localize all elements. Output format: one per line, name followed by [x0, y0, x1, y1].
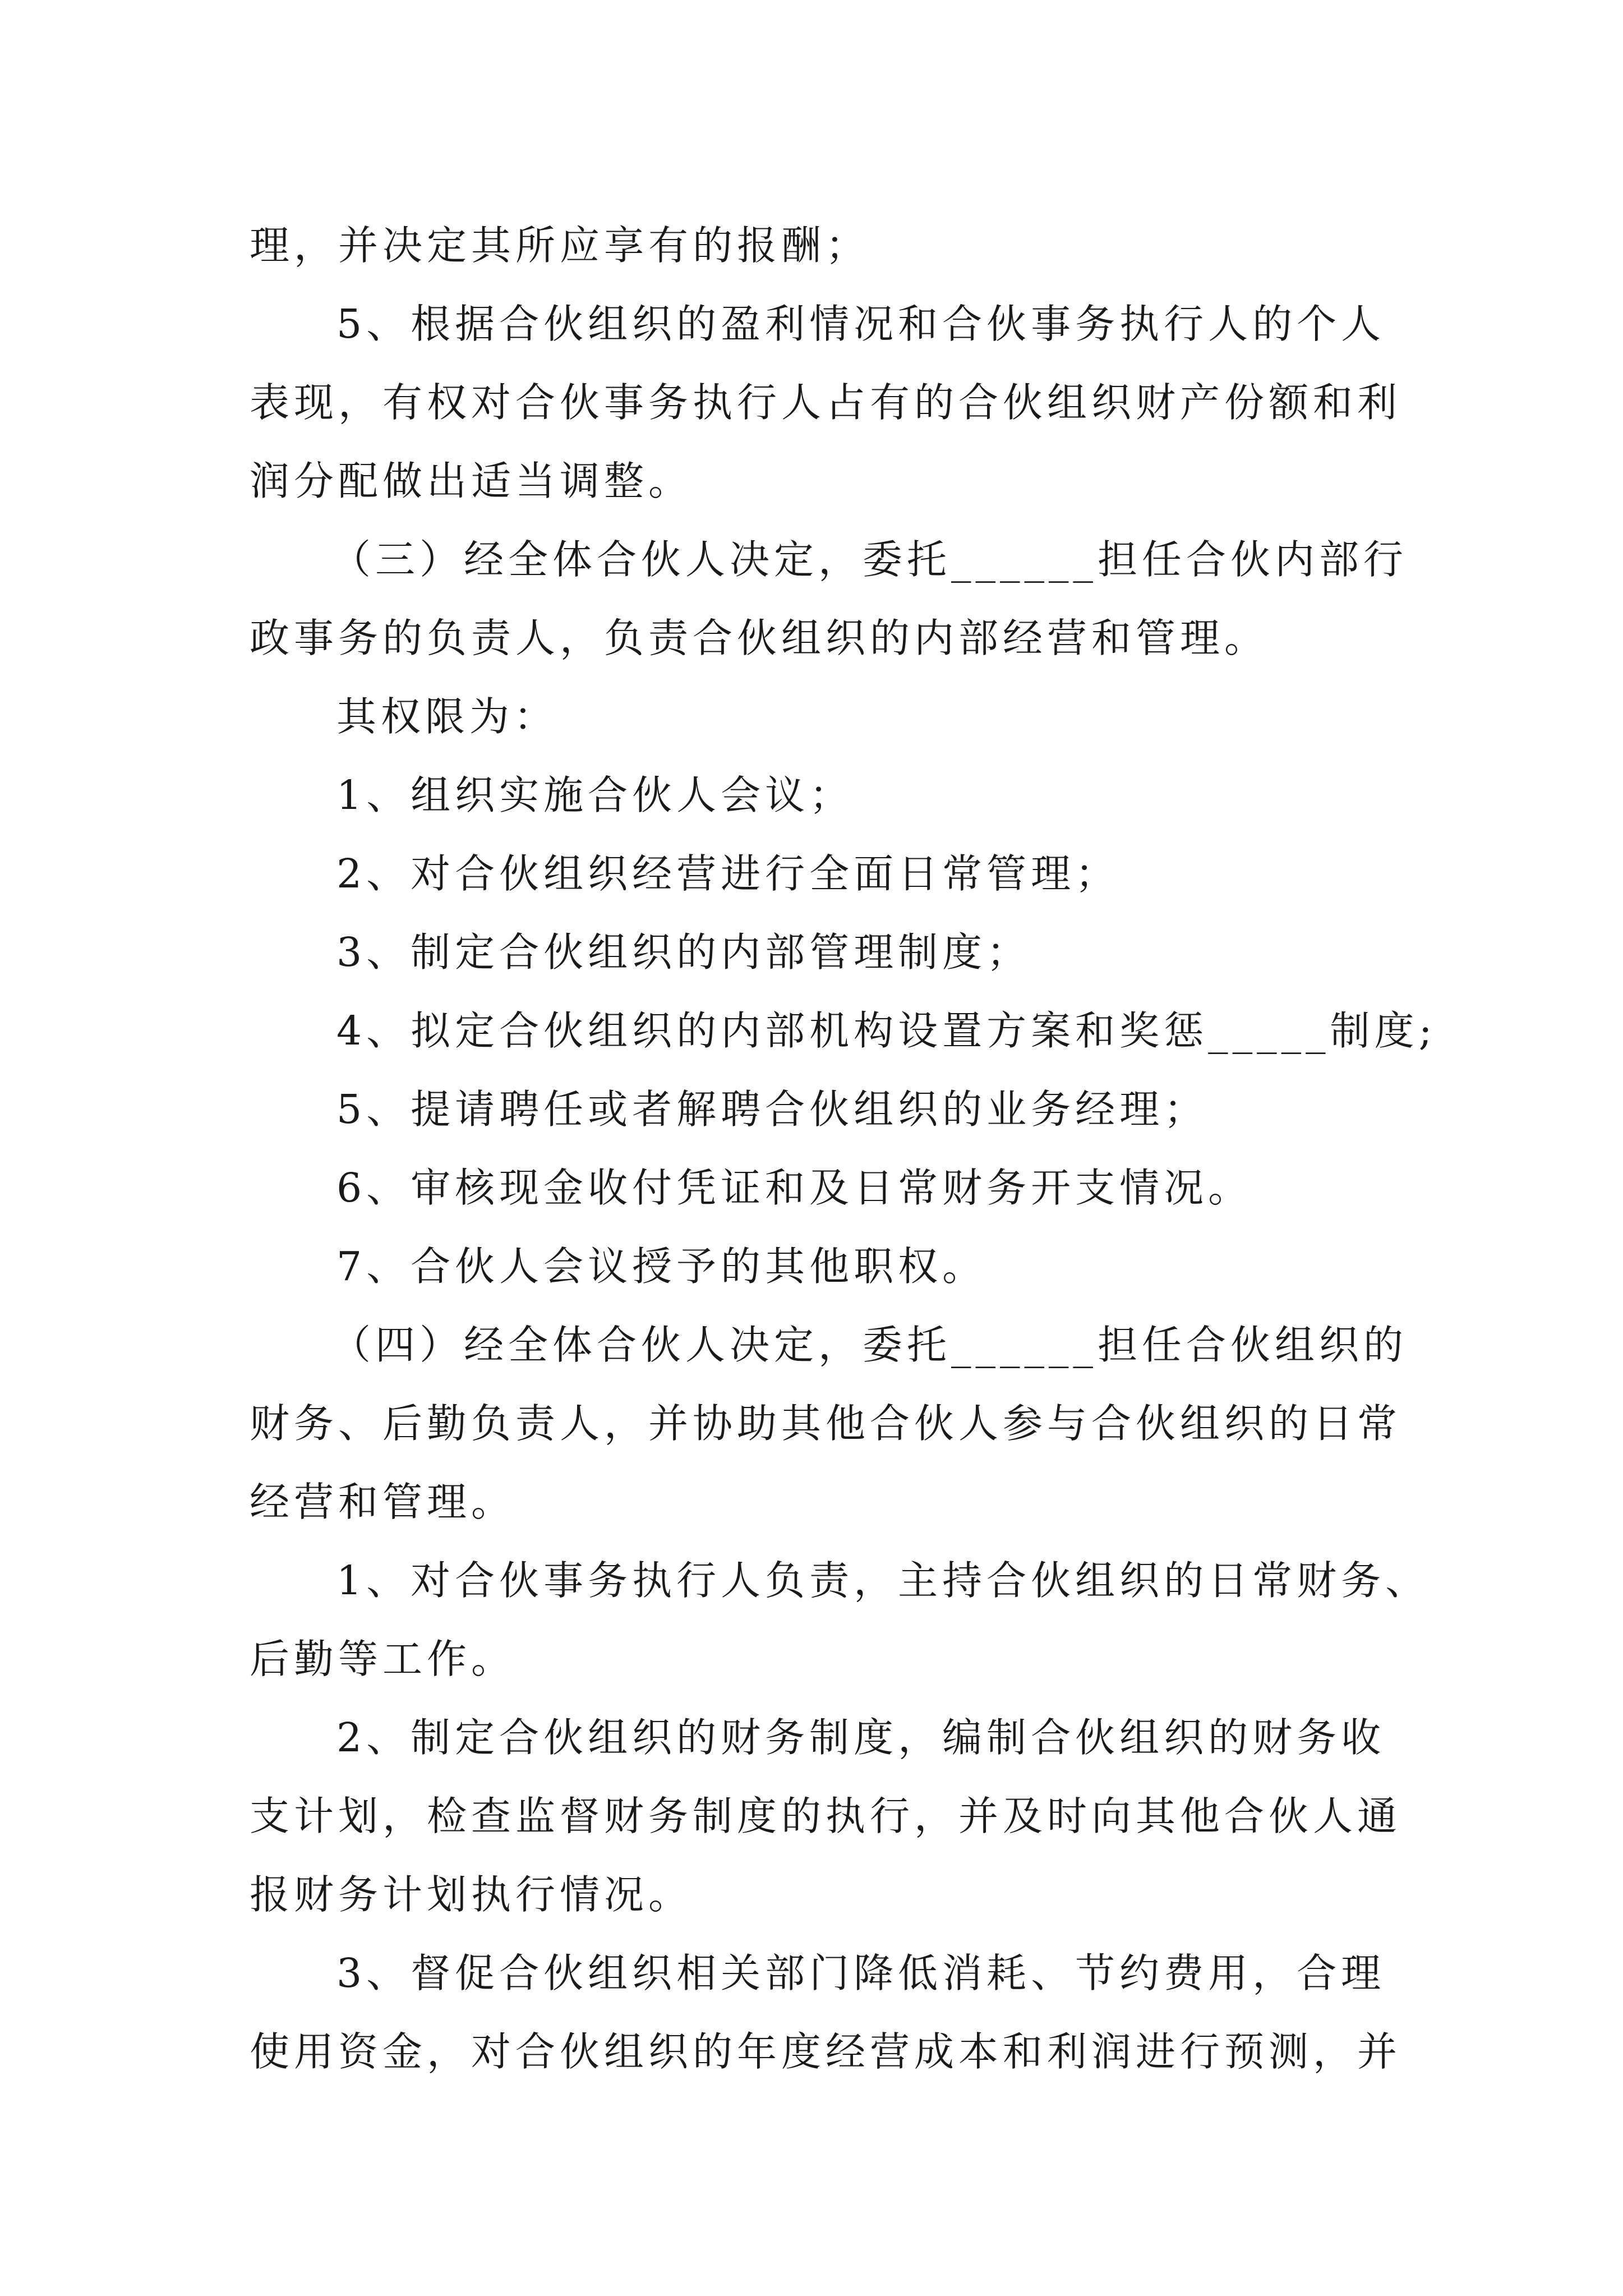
- text-line: 3、制定合伙组织的内部管理制度；: [336, 929, 1031, 976]
- text-line: 报财务计划执行情况。: [250, 1871, 693, 1918]
- text-line: 5、提请聘任或者解聘合伙组织的业务经理；: [336, 1086, 1209, 1133]
- text-line: 5、根据合伙组织的盈利情况和合伙事务执行人的个人: [336, 301, 1386, 347]
- text-line: 2、制定合伙组织的财务制度，编制合伙组织的财务收: [336, 1714, 1386, 1761]
- text-line: 理，并决定其所应享有的报酬；: [250, 222, 870, 269]
- text-line: 经营和管理。: [250, 1479, 516, 1525]
- text-line: 其权限为：: [336, 693, 559, 740]
- text-line: 后勤等工作。: [250, 1636, 516, 1682]
- text-line: 1、对合伙事务执行人负责，主持合伙组织的日常财务、: [336, 1557, 1430, 1604]
- text-line: 财务、后勤负责人，并协助其他合伙人参与合伙组织的日常: [250, 1400, 1402, 1447]
- text-line: 7、合伙人会议授予的其他职权。: [336, 1243, 987, 1290]
- text-line: 2、对合伙组织经营进行全面日常管理；: [336, 850, 1120, 897]
- text-line: 6、审核现金收付凭证和及日常财务开支情况。: [336, 1165, 1253, 1211]
- text-line: 润分配做出适当调整。: [250, 458, 693, 504]
- text-line: （四）经全体合伙人决定，委托______担任合伙组织的: [331, 1322, 1408, 1368]
- text-line: 使用资金，对合伙组织的年度经营成本和利润进行预测，并: [250, 2028, 1402, 2075]
- text-line: 政事务的负责人，负责合伙组织的内部经营和管理。: [250, 615, 1269, 661]
- text-line: （三）经全体合伙人决定，委托______担任合伙内部行: [331, 536, 1408, 583]
- text-line: 支计划，检查监督财务制度的执行，并及时向其他合伙人通: [250, 1793, 1402, 1839]
- text-line: 4、拟定合伙组织的内部机构设置方案和奖惩_____制度;: [336, 1007, 1437, 1054]
- text-line: 3、督促合伙组织相关部门降低消耗、节约费用，合理: [336, 1950, 1386, 1996]
- text-line: 1、组织实施合伙人会议；: [336, 772, 854, 818]
- text-line: 表现，有权对合伙事务执行人占有的合伙组织财产份额和利: [250, 379, 1402, 426]
